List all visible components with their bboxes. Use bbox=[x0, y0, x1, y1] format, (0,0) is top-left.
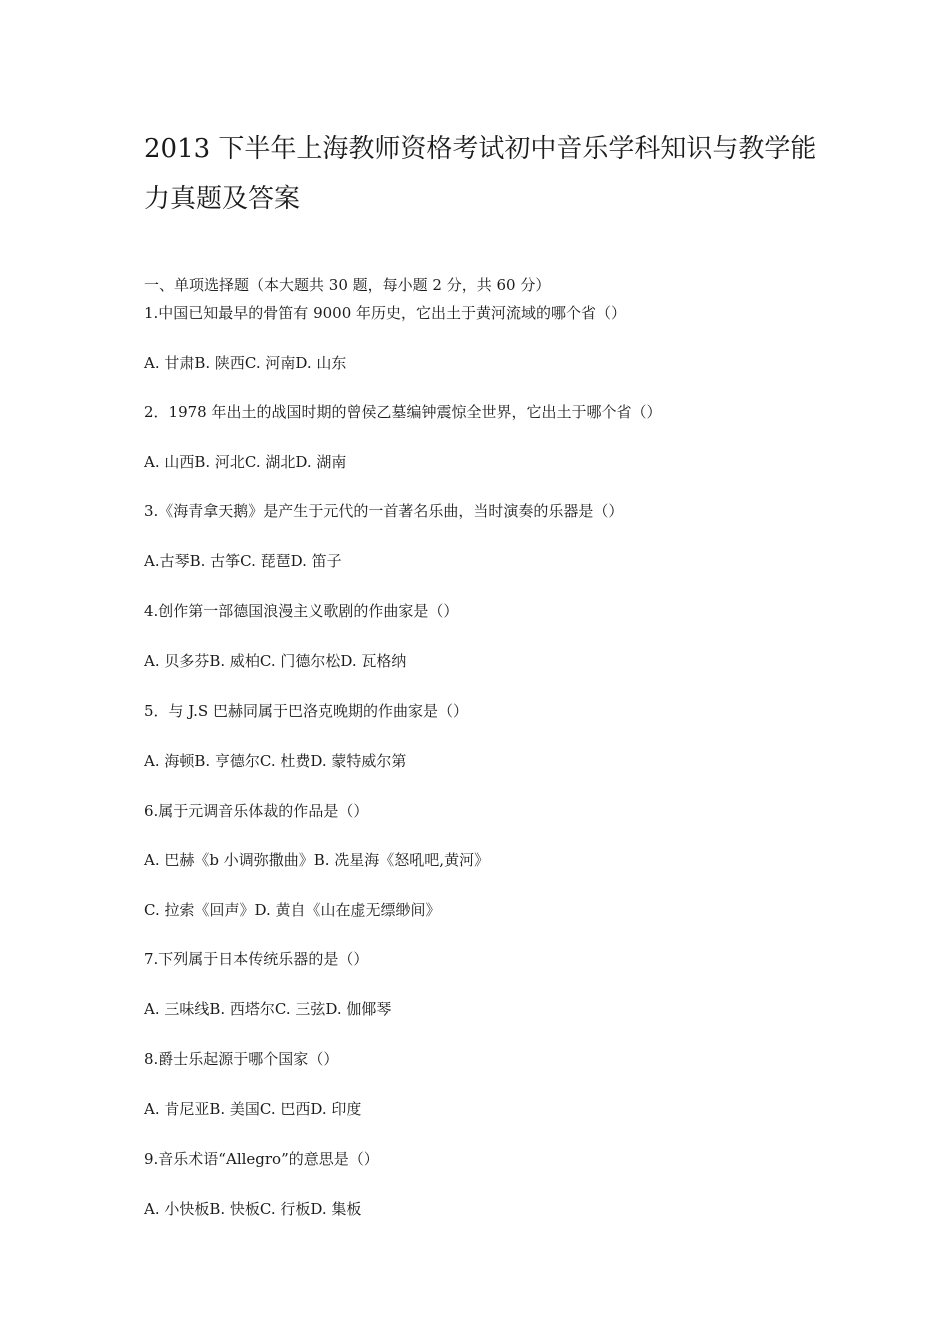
question-8-options: A. 肯尼亚B. 美国C. 巴西D. 印度 bbox=[144, 1100, 362, 1118]
question-9-options: A. 小快板B. 快板C. 行板D. 集板 bbox=[144, 1200, 362, 1218]
question-3-options: A.古琴B. 古筝C. 琵琶D. 笛子 bbox=[144, 552, 342, 570]
question-6: 6.属于元调音乐体裁的作品是（） bbox=[144, 802, 369, 820]
title-line-2: 力真题及答案 bbox=[144, 184, 301, 214]
question-2-options: A. 山西B. 河北C. 湖北D. 湖南 bbox=[144, 453, 347, 471]
question-4: 4.创作第一部德国浪漫主义歌剧的作曲家是（） bbox=[144, 602, 459, 620]
question-4-options: A. 贝多芬B. 威柏C. 门德尔松D. 瓦格纳 bbox=[144, 652, 407, 670]
question-6-options-cd: C. 拉索《回声》D. 黄自《山在虚无缥缈间》 bbox=[144, 901, 441, 919]
title-line-1: 2013 下半年上海教师资格考试初中音乐学科知识与教学能 bbox=[144, 134, 817, 164]
question-5-options: A. 海顿B. 亨德尔C. 杜费D. 蒙特威尔第 bbox=[144, 752, 407, 770]
question-2: 2．1978 年出土的战国时期的曾侯乙墓编钟震惊全世界，它出土于哪个省（） bbox=[144, 403, 662, 421]
question-9: 9.音乐术语“Allegro”的意思是（） bbox=[144, 1150, 379, 1168]
question-1: 1.中国已知最早的骨笛有 9000 年历史，它出土于黄河流域的哪个省（） bbox=[144, 304, 627, 322]
question-5: 5．与 J.S 巴赫同属于巴洛克晚期的作曲家是（） bbox=[144, 702, 468, 720]
question-7-options: A. 三味线B. 西塔尔C. 三弦D. 伽倻琴 bbox=[144, 1000, 392, 1018]
document-title bbox=[144, 124, 824, 224]
section-heading: 一、单项选择题（本大题共 30 题，每小题 2 分，共 60 分） bbox=[144, 276, 551, 294]
question-1-options: A. 甘肃B. 陕西C. 河南D. 山东 bbox=[144, 354, 347, 372]
question-7: 7.下列属于日本传统乐器的是（） bbox=[144, 950, 369, 968]
question-3: 3.《海青拿天鹅》是产生于元代的一首著名乐曲，当时演奏的乐器是（） bbox=[144, 502, 624, 520]
question-8: 8.爵士乐起源于哪个国家（） bbox=[144, 1050, 339, 1068]
question-6-options-ab: A. 巴赫《b 小调弥撒曲》B. 冼星海《怒吼吧,黄河》 bbox=[144, 851, 490, 869]
